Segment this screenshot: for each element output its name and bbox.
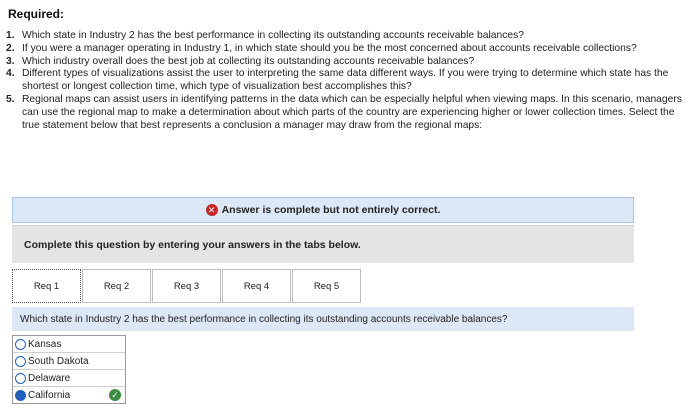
option-label: South Dakota [28,355,89,367]
radio-button[interactable] [15,373,26,384]
option-kansas[interactable] [13,336,125,353]
question-number: 4. [6,68,15,80]
question-item [6,94,694,132]
answer-options [12,335,126,404]
current-question-bar [12,307,634,331]
option-california[interactable] [13,387,125,403]
question-text: Regional maps can assist users in identifying patterns in the data which can be especially helpful when viewing maps. In this scenario, managers can use the regional map to make a determination about which parts of the country are experiencing higher or lower collection times. Select the true statement below that best represents a conclusion a manager may draw from the regional maps: [22,93,682,131]
req-tabs [12,269,634,305]
radio-button[interactable] [15,339,26,350]
question-item [6,68,694,94]
tab-req-3[interactable]: Req 3 [152,269,221,303]
tab-req-1[interactable]: Req 1 [12,269,81,303]
question-text: Which industry overall does the best job at collecting its outstanding accounts receivable balances? [22,55,475,67]
option-delaware[interactable] [13,370,125,387]
question-text: If you were a manager operating in Industry 1, in which state should you be the most concerned about accounts receivable collections? [22,42,637,54]
question-item [6,30,694,43]
tab-req-2[interactable]: Req 2 [82,269,151,303]
question-number: 2. [6,42,15,54]
question-item [6,56,694,69]
answer-status-text: Answer is complete but not entirely correct. [221,204,441,216]
question-item [6,43,694,56]
tab-req-5[interactable]: Req 5 [292,269,361,303]
question-number: 1. [6,30,15,41]
questions-list [6,30,694,132]
question-number: 3. [6,55,15,67]
incorrect-x-icon: ✕ [206,204,218,216]
option-south-dakota[interactable] [13,353,125,370]
question-text: Different types of visualizations assist the user to interpreting the same data different ways. If you were trying to determine which state has the shortest or longest collection time, which type of visualization best accomplishes this? [22,68,669,93]
option-label: California [28,389,71,401]
instruction-panel [12,225,634,263]
tab-req-4[interactable]: Req 4 [222,269,291,303]
radio-button-selected[interactable] [15,390,26,401]
current-question-text: Which state in Industry 2 has the best performance in collecting its outstanding accounts receivable balances? [20,313,508,325]
question-number: 5. [6,93,15,105]
question-text: Which state in Industry 2 has the best performance in collecting its outstanding accounts receivable balances? [22,30,524,41]
option-label: Kansas [28,338,62,350]
option-label: Delaware [28,372,71,384]
radio-button[interactable] [15,356,26,367]
correct-check-icon: ✓ [109,389,121,401]
answer-status-banner [12,197,634,223]
required-heading: Required: [8,7,65,21]
instruction-text: Complete this question by entering your answers in the tabs below. [24,238,361,251]
